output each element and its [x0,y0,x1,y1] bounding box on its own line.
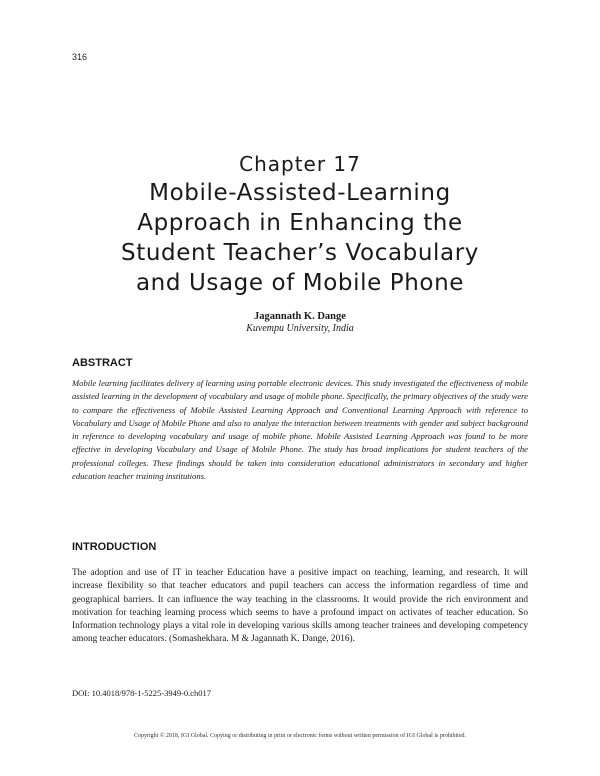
introduction-body: The adoption and use of IT in teacher Education have a positive impact on teaching, learning, and research. It will increase flexibility so that teacher educators and pupil teachers can access the information regardless of time and geographical barriers. It can influence the way teaching in the classrooms. It would provide the rich environment and motivation for teaching learning process which seems to have a profound impact on activates of teacher education. So Information technology plays a vital role in developing various skills among teacher trainees and developing competency among teacher educators. (Somashekhara. M & Jagannath K. Dange, 2016). [72,568,528,645]
abstract-heading: ABSTRACT [72,357,133,369]
doi-text: DOI: 10.4018/978-1-5225-3949-0.ch017 [72,688,212,698]
author-affiliation: Kuvempu University, India [246,323,354,334]
page-number: 316 [72,52,88,62]
author-name: Jagannath K. Dange [254,311,346,322]
abstract-body: Mobile learning facilitates delivery of learning using portable electronic devices. This study investigated the effectiveness of mobile assisted learning in the development of vocabulary and usage of mobile phone. Specifically, the primary objectives of the study were to compare the effectiveness of Mobile Assisted Learning Approach and Conventional Learning Approach with reference to Vocabulary and Usage of Mobile Phone and also to analyze the interaction between treatments with gender and subject background in reference to developing vocabulary and usage of mobile phone. Mobile Assisted Learning Approach was found to be more effective in developing Vocabulary and Usage of Mobile Phone. The study has broad implications for student teachers of the professional colleges. These findings should be taken into consideration educational administrators in secondary and higher education teacher training institutions. [72,378,528,482]
chapter-title [40,178,560,298]
chapter-label: Chapter 17 [239,152,361,176]
chapter-title-line: Student Teacher’s Vocabulary [121,240,479,266]
chapter-title-line: Approach in Enhancing the [137,210,463,236]
introduction-heading: INTRODUCTION [72,541,157,553]
chapter-title-line: and Usage of Mobile Phone [135,270,465,296]
chapter-title-line: Mobile-Assisted-Learning [149,180,451,206]
copyright-notice: Copyright © 2018, IGI Global. Copying or distributing in print or electronic forms without written permission of IGI Global is prohibited. [133,733,466,739]
